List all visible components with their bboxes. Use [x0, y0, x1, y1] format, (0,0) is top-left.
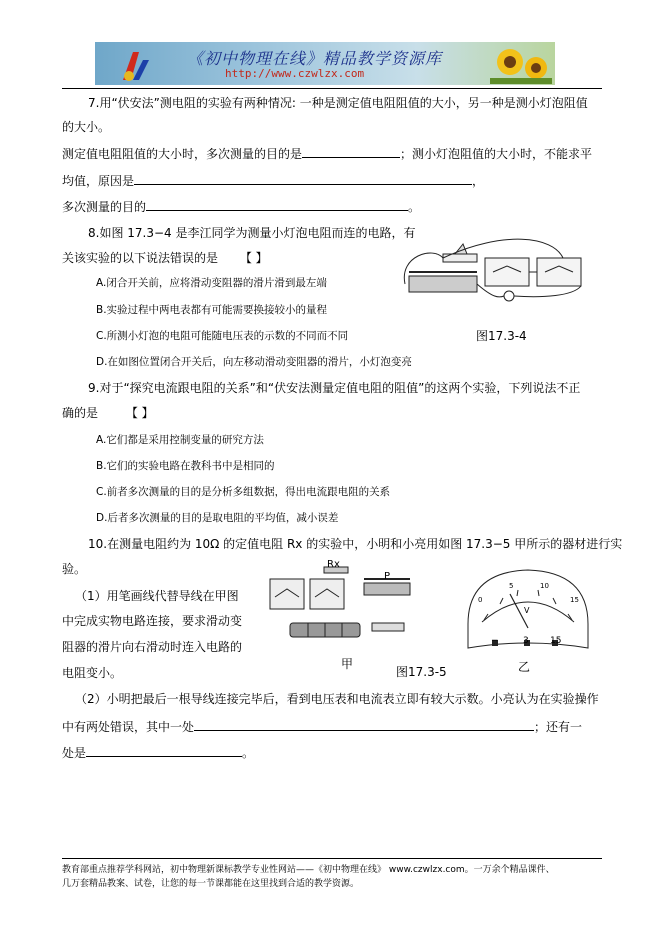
label-p: P — [384, 571, 391, 582]
q8-text: 关该实验的以下说法错误的是 — [62, 251, 219, 265]
q9-option-d: D.后者多次测量的目的是取电阻的平均值，减小误差 — [96, 512, 339, 524]
circuit-figure-17-3-5-jia — [264, 563, 414, 653]
footer-rule — [62, 858, 602, 859]
q8-line1: 8.如图 17.3−4 是李江同学为测量小灯泡电阻而连的电路，有 — [88, 226, 416, 240]
q10-part2-line1: （2）小明把最后一根导线连接完毕后，看到电压表和电流表立即有较大示数。小亮认为在实验操作 — [75, 692, 599, 706]
meter-unit: V — [524, 606, 530, 615]
q10-text: 。 — [242, 746, 255, 760]
footer-line1: 教育部重点推荐学科网站，初中物理新课标教学专业性网站——《初中物理在线》 www.czwlzx.com。一万余个精品课件、 — [62, 865, 555, 875]
answer-bracket[interactable]: 【 】 — [125, 406, 154, 420]
q10-part1-line3: 阻器的滑片向右滑动时连入电路的 — [62, 640, 243, 654]
label-jia: 甲 — [341, 657, 354, 671]
figure-caption-17-3-4: 图17.3-4 — [476, 329, 527, 343]
label-rx: Rx — [327, 559, 340, 570]
circuit-figure-17-3-4 — [403, 236, 603, 306]
answer-blank[interactable] — [194, 719, 534, 731]
terminal-15: 15 — [550, 636, 562, 646]
q10-text: 处是 — [62, 746, 87, 760]
terminal-3: 3 — [523, 636, 529, 646]
answer-blank[interactable] — [302, 146, 400, 158]
q10-text: 中有两处错误，其中一处 — [62, 720, 195, 734]
q7-text: 。 — [408, 200, 421, 214]
q10-part1-line4: 电阻变小。 — [62, 666, 123, 680]
q10-line1: 10.在测量电阻约为 10Ω 的定值电阻 Rx 的实验中，小明和小亮用如图 17.3−5 甲所示的器材进行实 — [88, 537, 623, 551]
meter-tick-0: 0 — [478, 596, 483, 604]
q8-option-a: A.闭合开关前，应将滑动变阻器的滑片滑到最左端 — [96, 277, 327, 289]
q8-option-b: B.实验过程中两电表都有可能需要换接较小的量程 — [96, 304, 328, 316]
q10-part1-line2: 中完成实物电路连接，要求滑动变 — [62, 614, 243, 628]
meter-tick-5: 5 — [509, 582, 514, 590]
q10-text: ；还有一 — [534, 720, 583, 734]
meter-tick-10: 10 — [540, 582, 549, 590]
answer-blank[interactable] — [146, 199, 408, 211]
answer-bracket[interactable]: 【 】 — [239, 251, 268, 265]
q10-line2: 验。 — [62, 562, 87, 576]
q10-part2-line3 — [62, 745, 254, 760]
banner-title: 《初中物理在线》精品教学资源库 — [187, 49, 443, 68]
answer-blank[interactable] — [134, 173, 472, 185]
q9-line1: 9.对于“探究电流跟电阻的关系”和“伏安法测量定值电阻的阻值”的这两个实验，下列说法不正 — [88, 381, 581, 395]
sunflower-icon — [490, 44, 552, 84]
q9-option-b: B.它们的实验电路在教科书中是相同的 — [96, 460, 275, 472]
meter-tick-15: 15 — [570, 596, 579, 604]
voltmeter-dial-yi — [460, 562, 596, 672]
q8-line2 — [62, 251, 268, 265]
banner-url[interactable]: http://www.czwlzx.com — [225, 67, 365, 80]
figure-caption-17-3-5: 图17.3-5 — [396, 665, 447, 679]
q9-option-a: A.它们都是采用控制变量的研究方法 — [96, 434, 264, 446]
q9-option-c: C.前者多次测量的目的是分析多组数据，得出电流跟电阻的关系 — [96, 486, 391, 498]
q9-text: 确的是 — [62, 406, 99, 420]
q10-part1-line1: （1）用笔画线代替导线在甲图 — [75, 589, 239, 603]
q9-line2 — [62, 406, 154, 420]
q7-text: 均值，原因是 — [62, 174, 135, 188]
logo-icon — [117, 46, 153, 82]
label-yi: 乙 — [518, 660, 531, 674]
q7-text: 测定值电阻阻值的大小时，多次测量的目的是 — [62, 147, 303, 161]
q7-line5 — [62, 199, 420, 214]
footer-line2: 几万套精品教案、试卷，让您的每一节课都能在这里找到合适的教学资源。 — [62, 879, 360, 889]
q7-text: ， — [472, 174, 485, 188]
header-rule — [62, 88, 602, 89]
q8-option-d: D.在如图位置闭合开关后，向左移动滑动变阻器的滑片，小灯泡变亮 — [96, 356, 412, 368]
q10-part2-line2 — [62, 719, 582, 734]
q7-line1: 7.用“伏安法”测电阻的实验有两种情况: 一种是测定值电阻阻值的大小，另一种是测小灯泡阻值 — [88, 96, 588, 110]
q7-line2: 的大小。 — [62, 120, 111, 134]
q7-text: ；测小灯泡阻值的大小时，不能求平 — [400, 147, 593, 161]
terminal-minus: − — [491, 636, 499, 646]
answer-blank[interactable] — [86, 745, 242, 757]
q7-line3 — [62, 146, 592, 161]
q7-line4 — [62, 173, 484, 188]
q7-text: 多次测量的目的 — [62, 200, 147, 214]
q8-option-c: C.所测小灯泡的电阻可能随电压表的示数的不同而不同 — [96, 330, 349, 342]
header-banner — [95, 42, 555, 85]
